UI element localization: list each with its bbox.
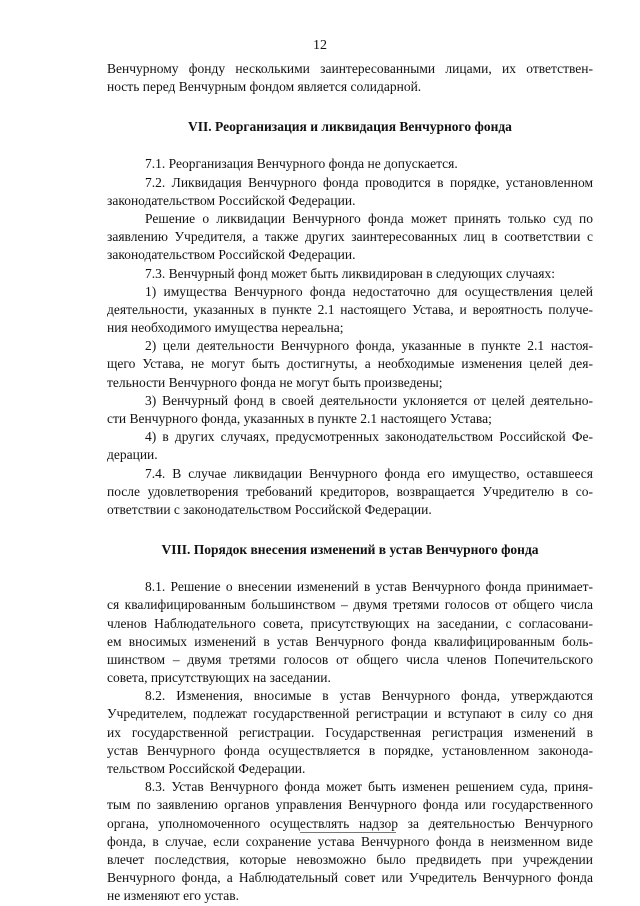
document-body xyxy=(107,60,593,906)
text-line: совета, присутствующих на заседании. xyxy=(107,670,331,686)
text-line: ответствии с законодательством Российской Федерации. xyxy=(107,501,432,517)
text-line: не изменяют его устав. xyxy=(107,888,239,904)
text-line: устав Венчурного фонда осуществляется в порядке, установленном законода- xyxy=(107,742,593,758)
list-item-2: 2) цели деятельности Венчурного фонда, указанные в пункте 2.1 настоя- xyxy=(145,338,593,354)
text-line: фонда, в случае, если сохранение устава Венчурного фонда в неизменном виде xyxy=(107,833,593,849)
section-7-heading: VII. Реорганизация и ликвидация Венчурного фонда xyxy=(188,119,512,135)
text-line: щего Устава, не могут быть достигнуты, а необходимые изменения целей дея- xyxy=(107,356,593,372)
paragraph-7-2: 7.2. Ликвидация Венчурного фонда проводится в порядке, установленном xyxy=(145,174,593,190)
text-line: шинством – двумя третями голосов от общего числа членов Попечительского xyxy=(107,651,593,667)
text-line: после удовлетворения требований кредиторов, возвращается Учредителю в со- xyxy=(107,483,593,499)
list-item-4: 4) в других случаях, предусмотренных законодательством Российской Фе- xyxy=(145,429,593,445)
text-line: тым по заявлению органов управления Венчурного фонда или государственного xyxy=(107,797,593,813)
list-item-1: 1) имущества Венчурного фонда недостаточно для осуществления целей xyxy=(145,283,593,299)
list-item-3: 3) Венчурный фонд в своей деятельности уклоняется от целей деятельно- xyxy=(145,392,593,408)
paragraph-8-3: 8.3. Устав Венчурного фонда может быть изменен решением суда, приня- xyxy=(145,779,593,795)
paragraph-liquidation-decision: Решение о ликвидации Венчурного фонда может принять только суд по xyxy=(145,210,593,226)
paragraph-7-1: 7.1. Реорганизация Венчурного фонда не допускается. xyxy=(145,156,458,172)
paragraph-7-3: 7.3. Венчурный фонд может быть ликвидирован в следующих случаях: xyxy=(145,265,555,281)
text-line: ния необходимого имущества нереальна; xyxy=(107,320,344,336)
page-number: 12 xyxy=(313,38,327,53)
paragraph-7-4: 7.4. В случае ликвидации Венчурного фонда его имущество, оставшееся xyxy=(145,465,593,481)
text-line: законодательством Российской Федерации. xyxy=(107,247,356,263)
text-line: тельством Российской Федерации. xyxy=(107,761,306,776)
text-line: дерации. xyxy=(107,447,158,463)
paragraph-8-2: 8.2. Изменения, вносимые в устав Венчурного фонда, утверждаются xyxy=(145,688,593,704)
text-line: Венчурному фонду несколькими заинтересованными лицами, их ответствен- xyxy=(107,61,593,76)
text-line: тельности Венчурного фонда не могут быть произведены; xyxy=(107,374,443,390)
footer-divider xyxy=(300,832,396,833)
text-line: ность перед Венчурным фондом является солидарной. xyxy=(107,79,422,95)
section-8-heading: VIII. Порядок внесения изменений в устав Венчурного фонда xyxy=(161,542,539,558)
text-line: законодательством Российской Федерации. xyxy=(107,192,356,208)
text-line: влечет последствия, которые невозможно было предвидеть при учреждении xyxy=(107,851,593,867)
text-line: деятельности, указанных в пункте 2.1 настоящего Устава, и вероятность получе- xyxy=(107,301,593,317)
text-line: сти Венчурного фонда, указанных в пункте 2.1 настоящего Устава; xyxy=(107,411,492,426)
text-line: ем вносимых изменений в устав Венчурного фонда квалифицированным боль- xyxy=(107,633,593,649)
text-line: Венчурного фонда, а Наблюдательный совет или Учредитель Венчурного фонда xyxy=(107,870,593,886)
text-line: их государственной регистрации. Государственная регистрация изменений в xyxy=(107,724,593,740)
text-line: Учредителем, подлежат государственной регистрации и вступают в силу со дня xyxy=(107,706,593,722)
text-line: членов Наблюдательного совета, присутствующих на заседании, с согласовани- xyxy=(107,615,593,631)
text-line: ся квалифицированным большинством – двумя третями голосов от общего числа xyxy=(107,597,593,613)
text-line: заявлению Учредителя, а также других заинтересованных лиц в соответствии с xyxy=(107,229,593,245)
paragraph-8-1: 8.1. Решение о внесении изменений в устав Венчурного фонда принимает- xyxy=(145,579,593,595)
text-line: органа, уполномоченного осуществлять надзор за деятельностью Венчурного xyxy=(107,815,593,831)
